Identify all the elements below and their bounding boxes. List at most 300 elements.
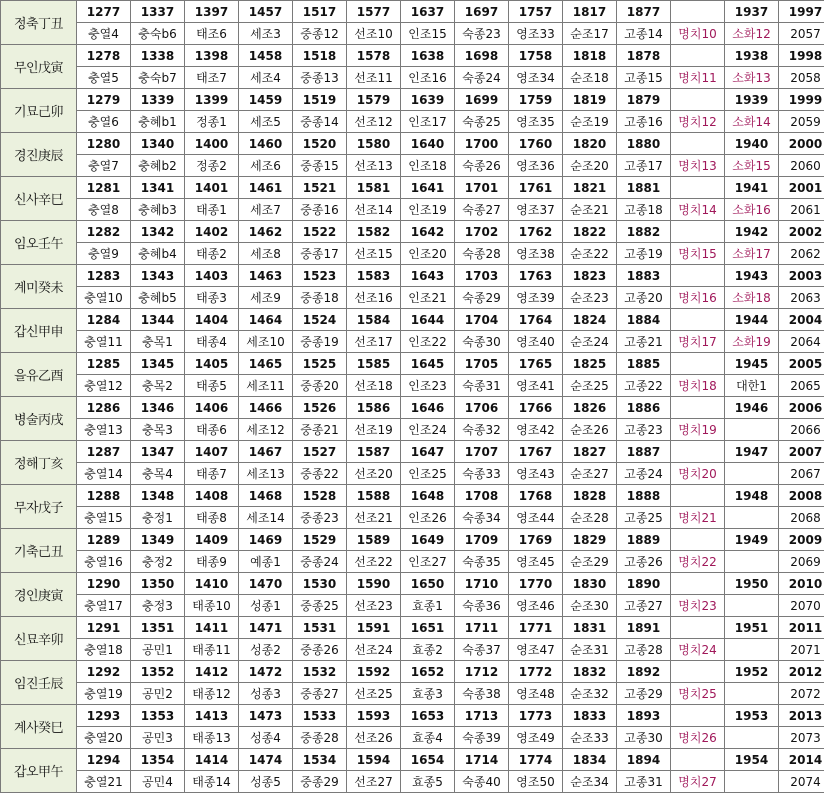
reign-cell: 인조17 (401, 111, 455, 133)
reign-cell: 선조21 (347, 507, 401, 529)
reign-cell: 충목3 (131, 419, 185, 441)
reign-cell: 충열19 (77, 683, 131, 705)
reign-cell: 중종23 (293, 507, 347, 529)
year-cell: 1952 (725, 661, 779, 683)
year-cell: 1823 (563, 265, 617, 287)
reign-cell: 2057 (779, 23, 824, 45)
year-cell: 2008 (779, 485, 824, 507)
reign-cell: 영조48 (509, 683, 563, 705)
year-cell: 1457 (239, 1, 293, 23)
year-cell: 1532 (293, 661, 347, 683)
reign-cell (725, 683, 779, 705)
reign-cell: 인조23 (401, 375, 455, 397)
reign-cell: 고종28 (617, 639, 671, 661)
year-cell: 1947 (725, 441, 779, 463)
reign-cell: 충열13 (77, 419, 131, 441)
year-cell: 1463 (239, 265, 293, 287)
year-cell: 1763 (509, 265, 563, 287)
reign-cell: 숙종34 (455, 507, 509, 529)
year-cell: 1294 (77, 749, 131, 771)
reign-cell: 충혜b2 (131, 155, 185, 177)
reign-cell (725, 727, 779, 749)
year-cell: 1458 (239, 45, 293, 67)
reign-cell: 선조16 (347, 287, 401, 309)
year-cell: 1525 (293, 353, 347, 375)
year-cell (671, 529, 725, 551)
year-cell: 2014 (779, 749, 824, 771)
year-cell: 1830 (563, 573, 617, 595)
year-cell: 1398 (185, 45, 239, 67)
reign-cell: 2065 (779, 375, 824, 397)
year-cell: 1946 (725, 397, 779, 419)
reign-cell: 영조49 (509, 727, 563, 749)
year-cell: 1520 (293, 133, 347, 155)
year-cell: 1702 (455, 221, 509, 243)
year-cell: 1637 (401, 1, 455, 23)
reign-cell: 고종17 (617, 155, 671, 177)
year-cell: 1641 (401, 177, 455, 199)
year-cell: 1534 (293, 749, 347, 771)
reign-cell: 중종29 (293, 771, 347, 793)
reign-cell: 중종20 (293, 375, 347, 397)
reign-cell: 태종4 (185, 331, 239, 353)
reign-cell: 세조11 (239, 375, 293, 397)
year-cell: 1470 (239, 573, 293, 595)
reign-cell: 영조41 (509, 375, 563, 397)
reign-cell: 고종21 (617, 331, 671, 353)
year-cell: 1639 (401, 89, 455, 111)
reign-cell: 영조39 (509, 287, 563, 309)
year-cell: 1760 (509, 133, 563, 155)
year-cell: 1942 (725, 221, 779, 243)
reign-cell (725, 419, 779, 441)
reign-cell: 명치12 (671, 111, 725, 133)
year-cell: 1774 (509, 749, 563, 771)
year-cell: 1354 (131, 749, 185, 771)
reign-cell: 2071 (779, 639, 824, 661)
reign-cell: 선조17 (347, 331, 401, 353)
reign-cell: 성종5 (239, 771, 293, 793)
year-cell: 1469 (239, 529, 293, 551)
year-cell: 1338 (131, 45, 185, 67)
reign-cell: 충열6 (77, 111, 131, 133)
table-row-reigns (1, 463, 824, 485)
year-cell: 1701 (455, 177, 509, 199)
reign-cell: 충열21 (77, 771, 131, 793)
year-cell: 1708 (455, 485, 509, 507)
reign-cell: 영조40 (509, 331, 563, 353)
year-cell: 1766 (509, 397, 563, 419)
year-cell: 1410 (185, 573, 239, 595)
year-cell: 1764 (509, 309, 563, 331)
reign-cell: 고종27 (617, 595, 671, 617)
reign-cell: 명치22 (671, 551, 725, 573)
reign-cell: 영조45 (509, 551, 563, 573)
year-cell (671, 309, 725, 331)
table-row-years (1, 617, 824, 639)
table-row-reigns (1, 727, 824, 749)
year-cell: 1342 (131, 221, 185, 243)
year-cell: 1347 (131, 441, 185, 463)
reign-cell: 충열4 (77, 23, 131, 45)
reign-cell: 명치17 (671, 331, 725, 353)
year-cell: 1884 (617, 309, 671, 331)
reign-cell: 순조29 (563, 551, 617, 573)
year-cell: 1526 (293, 397, 347, 419)
year-cell: 1999 (779, 89, 824, 111)
reign-cell: 2070 (779, 595, 824, 617)
year-cell: 1529 (293, 529, 347, 551)
reign-cell: 태종1 (185, 199, 239, 221)
reign-cell: 중종24 (293, 551, 347, 573)
year-cell: 1825 (563, 353, 617, 375)
year-cell: 1644 (401, 309, 455, 331)
ganzhi-cell: 무자戊子 (1, 485, 77, 529)
year-cell: 1877 (617, 1, 671, 23)
reign-cell: 태종2 (185, 243, 239, 265)
year-cell: 1705 (455, 353, 509, 375)
year-cell: 1771 (509, 617, 563, 639)
year-cell: 1593 (347, 705, 401, 727)
reign-cell: 영조44 (509, 507, 563, 529)
reign-cell: 세조5 (239, 111, 293, 133)
year-cell: 1757 (509, 1, 563, 23)
reign-cell: 공민3 (131, 727, 185, 749)
reign-cell: 영조36 (509, 155, 563, 177)
reign-cell: 중종26 (293, 639, 347, 661)
reign-cell: 영조35 (509, 111, 563, 133)
reign-cell: 고종31 (617, 771, 671, 793)
year-cell: 1590 (347, 573, 401, 595)
year-cell (671, 661, 725, 683)
year-cell: 1997 (779, 1, 824, 23)
year-cell: 1943 (725, 265, 779, 287)
reign-cell: 영조43 (509, 463, 563, 485)
ganzhi-cell: 갑오甲午 (1, 749, 77, 793)
reign-cell: 2060 (779, 155, 824, 177)
year-cell: 1527 (293, 441, 347, 463)
reign-cell: 순조23 (563, 287, 617, 309)
table-row-reigns (1, 155, 824, 177)
year-cell: 1531 (293, 617, 347, 639)
year-cell: 1530 (293, 573, 347, 595)
reign-cell: 선조15 (347, 243, 401, 265)
year-cell (671, 221, 725, 243)
year-cell: 1767 (509, 441, 563, 463)
reign-cell: 세조4 (239, 67, 293, 89)
year-cell: 1645 (401, 353, 455, 375)
year-cell: 1653 (401, 705, 455, 727)
reign-cell: 순조32 (563, 683, 617, 705)
year-cell: 1886 (617, 397, 671, 419)
reign-cell: 숙종36 (455, 595, 509, 617)
year-cell: 1290 (77, 573, 131, 595)
year-cell: 1714 (455, 749, 509, 771)
ganzhi-cell: 신사辛巳 (1, 177, 77, 221)
reign-cell: 충목1 (131, 331, 185, 353)
reign-cell: 충목4 (131, 463, 185, 485)
reign-cell: 영조37 (509, 199, 563, 221)
reign-cell: 공민1 (131, 639, 185, 661)
reign-cell: 숙종33 (455, 463, 509, 485)
reign-cell: 공민4 (131, 771, 185, 793)
year-cell (671, 485, 725, 507)
reign-cell: 소화15 (725, 155, 779, 177)
year-cell: 1817 (563, 1, 617, 23)
table-row-reigns (1, 419, 824, 441)
reign-cell: 2073 (779, 727, 824, 749)
reign-cell: 성종3 (239, 683, 293, 705)
ganzhi-cell: 계미癸未 (1, 265, 77, 309)
table-row-years (1, 177, 824, 199)
reign-cell (725, 551, 779, 573)
reign-cell: 충숙b6 (131, 23, 185, 45)
ganzhi-cell: 갑신甲申 (1, 309, 77, 353)
reign-cell: 충열10 (77, 287, 131, 309)
year-cell: 1404 (185, 309, 239, 331)
year-cell: 1580 (347, 133, 401, 155)
reign-cell: 순조17 (563, 23, 617, 45)
reign-cell: 2067 (779, 463, 824, 485)
table-row-years (1, 265, 824, 287)
reign-cell: 2061 (779, 199, 824, 221)
table-row-reigns (1, 551, 824, 573)
year-cell: 1697 (455, 1, 509, 23)
reign-cell: 충정1 (131, 507, 185, 529)
reign-cell: 영조47 (509, 639, 563, 661)
year-cell: 1945 (725, 353, 779, 375)
reign-cell: 효종2 (401, 639, 455, 661)
reign-cell: 순조18 (563, 67, 617, 89)
reign-cell: 숙종35 (455, 551, 509, 573)
year-cell: 1890 (617, 573, 671, 595)
reign-cell: 중종15 (293, 155, 347, 177)
table-row-years (1, 705, 824, 727)
reign-cell: 순조19 (563, 111, 617, 133)
year-cell: 1820 (563, 133, 617, 155)
year-cell: 1400 (185, 133, 239, 155)
year-cell: 1827 (563, 441, 617, 463)
table-row-years (1, 309, 824, 331)
reign-cell: 순조24 (563, 331, 617, 353)
year-cell: 1773 (509, 705, 563, 727)
reign-cell: 인조24 (401, 419, 455, 441)
year-cell: 2009 (779, 529, 824, 551)
year-cell: 1591 (347, 617, 401, 639)
year-cell: 1647 (401, 441, 455, 463)
year-cell: 1700 (455, 133, 509, 155)
ganzhi-cell: 신묘辛卯 (1, 617, 77, 661)
reign-cell: 세조8 (239, 243, 293, 265)
ganzhi-cell: 을유乙酉 (1, 353, 77, 397)
year-cell: 1293 (77, 705, 131, 727)
year-cell: 1472 (239, 661, 293, 683)
year-cell: 1281 (77, 177, 131, 199)
reign-cell: 인조19 (401, 199, 455, 221)
year-cell: 1474 (239, 749, 293, 771)
year-cell: 1285 (77, 353, 131, 375)
reign-cell: 소화13 (725, 67, 779, 89)
year-cell: 1762 (509, 221, 563, 243)
year-cell: 1642 (401, 221, 455, 243)
year-cell: 1888 (617, 485, 671, 507)
reign-cell: 명치11 (671, 67, 725, 89)
table-row-reigns (1, 243, 824, 265)
reign-cell: 고종24 (617, 463, 671, 485)
table-row-years (1, 441, 824, 463)
reign-cell: 효종5 (401, 771, 455, 793)
reign-cell: 숙종26 (455, 155, 509, 177)
reign-cell: 세조14 (239, 507, 293, 529)
year-cell (671, 133, 725, 155)
year-cell: 1340 (131, 133, 185, 155)
year-cell: 1287 (77, 441, 131, 463)
year-cell: 2000 (779, 133, 824, 155)
year-cell: 1464 (239, 309, 293, 331)
year-cell: 1594 (347, 749, 401, 771)
reign-cell: 명치25 (671, 683, 725, 705)
year-cell: 1467 (239, 441, 293, 463)
reign-cell: 명치26 (671, 727, 725, 749)
reign-cell: 충정3 (131, 595, 185, 617)
reign-cell: 태종3 (185, 287, 239, 309)
year-cell: 1528 (293, 485, 347, 507)
reign-cell: 인조27 (401, 551, 455, 573)
reign-cell: 명치24 (671, 639, 725, 661)
reign-cell: 충열18 (77, 639, 131, 661)
year-cell: 1523 (293, 265, 347, 287)
year-cell: 2006 (779, 397, 824, 419)
year-cell: 1949 (725, 529, 779, 551)
reign-cell: 명치13 (671, 155, 725, 177)
year-cell: 1581 (347, 177, 401, 199)
reign-cell: 대한1 (725, 375, 779, 397)
reign-cell: 순조31 (563, 639, 617, 661)
year-cell: 1350 (131, 573, 185, 595)
reign-cell: 중종14 (293, 111, 347, 133)
reign-cell: 성종2 (239, 639, 293, 661)
reign-cell (725, 507, 779, 529)
reign-cell: 숙종28 (455, 243, 509, 265)
reign-cell: 태종10 (185, 595, 239, 617)
reign-cell: 성종1 (239, 595, 293, 617)
reign-cell: 충열12 (77, 375, 131, 397)
year-cell: 1698 (455, 45, 509, 67)
reign-cell: 영조34 (509, 67, 563, 89)
year-cell: 1818 (563, 45, 617, 67)
year-cell: 1583 (347, 265, 401, 287)
year-cell: 1277 (77, 1, 131, 23)
reign-cell: 태종13 (185, 727, 239, 749)
reign-cell: 선조23 (347, 595, 401, 617)
year-cell: 1284 (77, 309, 131, 331)
year-cell: 1519 (293, 89, 347, 111)
reign-cell: 중종25 (293, 595, 347, 617)
year-cell: 1950 (725, 573, 779, 595)
reign-cell: 충열15 (77, 507, 131, 529)
year-cell: 1414 (185, 749, 239, 771)
reign-cell: 중종18 (293, 287, 347, 309)
year-cell: 1822 (563, 221, 617, 243)
year-cell: 2003 (779, 265, 824, 287)
reign-cell: 선조18 (347, 375, 401, 397)
year-cell (671, 617, 725, 639)
reign-cell: 충열16 (77, 551, 131, 573)
year-cell: 1640 (401, 133, 455, 155)
year-cell: 1343 (131, 265, 185, 287)
year-cell: 1707 (455, 441, 509, 463)
year-cell: 1412 (185, 661, 239, 683)
table-row-years (1, 1, 824, 23)
reign-cell: 고종14 (617, 23, 671, 45)
reign-cell: 태종9 (185, 551, 239, 573)
year-cell: 1833 (563, 705, 617, 727)
year-cell: 1893 (617, 705, 671, 727)
year-cell: 1769 (509, 529, 563, 551)
year-cell: 1941 (725, 177, 779, 199)
year-cell: 1403 (185, 265, 239, 287)
reign-cell: 명치27 (671, 771, 725, 793)
year-cell: 1998 (779, 45, 824, 67)
ganzhi-cell: 계사癸巳 (1, 705, 77, 749)
year-cell: 1348 (131, 485, 185, 507)
year-cell: 1891 (617, 617, 671, 639)
reign-cell: 인조18 (401, 155, 455, 177)
table-row-reigns (1, 287, 824, 309)
ganzhi-cell: 경진庚辰 (1, 133, 77, 177)
reign-cell: 영조46 (509, 595, 563, 617)
year-cell: 1953 (725, 705, 779, 727)
reign-cell: 충열14 (77, 463, 131, 485)
year-cell: 1401 (185, 177, 239, 199)
reign-cell: 인조15 (401, 23, 455, 45)
reign-cell: 소화19 (725, 331, 779, 353)
year-cell: 1288 (77, 485, 131, 507)
reign-cell: 중종21 (293, 419, 347, 441)
table-row-years (1, 45, 824, 67)
year-cell: 1821 (563, 177, 617, 199)
reign-cell: 선조26 (347, 727, 401, 749)
year-cell: 1761 (509, 177, 563, 199)
reign-cell: 명치18 (671, 375, 725, 397)
year-cell (671, 397, 725, 419)
year-cell: 1408 (185, 485, 239, 507)
reign-cell: 세조3 (239, 23, 293, 45)
reign-cell: 선조14 (347, 199, 401, 221)
reign-cell: 소화17 (725, 243, 779, 265)
year-cell: 1706 (455, 397, 509, 419)
year-cell: 1286 (77, 397, 131, 419)
table-row-reigns (1, 199, 824, 221)
reign-cell (725, 595, 779, 617)
reign-cell: 숙종38 (455, 683, 509, 705)
reign-cell: 중종19 (293, 331, 347, 353)
reign-cell: 숙종25 (455, 111, 509, 133)
year-cell: 2010 (779, 573, 824, 595)
year-cell: 2002 (779, 221, 824, 243)
year-cell: 2011 (779, 617, 824, 639)
year-cell: 1881 (617, 177, 671, 199)
table-row-years (1, 485, 824, 507)
reign-cell: 고종26 (617, 551, 671, 573)
reign-cell (725, 463, 779, 485)
reign-cell: 중종13 (293, 67, 347, 89)
year-cell: 1654 (401, 749, 455, 771)
year-cell: 1292 (77, 661, 131, 683)
year-cell: 1829 (563, 529, 617, 551)
reign-cell: 명치20 (671, 463, 725, 485)
year-cell: 1473 (239, 705, 293, 727)
